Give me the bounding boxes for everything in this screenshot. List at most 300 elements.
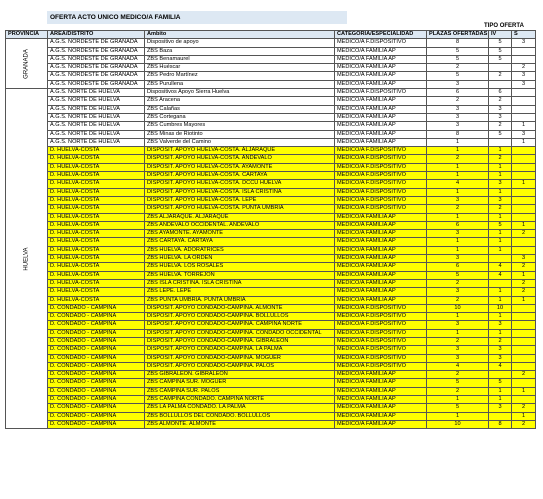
cell-iv: 2 <box>489 72 512 80</box>
cell-plazas: 2 <box>427 337 489 345</box>
cell-iv: 4 <box>489 271 512 279</box>
cell-plazas: 5 <box>427 379 489 387</box>
cell-s: 3 <box>512 130 536 138</box>
cell-area-distrito: D. CONDADO - CAMPIÑA <box>48 304 145 312</box>
cell-plazas: 3 <box>427 321 489 329</box>
cell-plazas: 3 <box>427 196 489 204</box>
cell-s <box>512 396 536 404</box>
cell-iv: 4 <box>489 362 512 370</box>
cell-plazas: 3 <box>427 113 489 121</box>
cell-area-distrito: D. HUELVA-COSTA <box>48 163 145 171</box>
cell-area-distrito: A.G.S. NORTE DE HUELVA <box>48 105 145 113</box>
cell-area-distrito: D. CONDADO - CAMPIÑA <box>48 346 145 354</box>
cell-s: 2 <box>512 263 536 271</box>
cell-iv <box>489 371 512 379</box>
cell-ambito: DISPOSIT. APOYO HUELVA-COSTA. DCCU HUELVA <box>145 180 335 188</box>
cell-plazas: 2 <box>427 64 489 72</box>
cell-ambito: DISPOSIT. APOYO HUELVA-COSTA. PUNTA UMBRIA <box>145 205 335 213</box>
header-ambito: Ambito <box>145 31 335 39</box>
table-row <box>6 64 536 72</box>
province-cell <box>6 39 48 89</box>
cell-s: 2 <box>512 420 536 428</box>
cell-iv: 2 <box>489 205 512 213</box>
province-label: GRANADA <box>22 48 29 79</box>
cell-categoria: MÉDICO/A F.DISPOSITIVO <box>335 196 427 204</box>
cell-s: 3 <box>512 80 536 88</box>
table-row <box>6 412 536 420</box>
cell-plazas: 2 <box>427 296 489 304</box>
cell-area-distrito: A.G.S. NORTE DE HUELVA <box>48 130 145 138</box>
cell-ambito: ZBS CARTAYA. CARTAYA <box>145 238 335 246</box>
table-row <box>6 304 536 312</box>
cell-plazas: 1 <box>427 138 489 146</box>
cell-categoria: MÉDICO/A FAMILIA AP <box>335 80 427 88</box>
table-row <box>6 163 536 171</box>
header-s: S <box>512 31 536 39</box>
cell-s: 2 <box>512 371 536 379</box>
cell-plazas: 4 <box>427 362 489 370</box>
cell-iv: 1 <box>489 230 512 238</box>
cell-categoria: MÉDICO/A FAMILIA AP <box>335 130 427 138</box>
cell-ambito: ZBS Baza <box>145 47 335 55</box>
cell-s: 2 <box>512 288 536 296</box>
table-row <box>6 213 536 221</box>
table-row <box>6 396 536 404</box>
cell-area-distrito: D. CONDADO - CAMPIÑA <box>48 337 145 345</box>
cell-area-distrito: D. HUELVA-COSTA <box>48 147 145 155</box>
cell-iv: 1 <box>489 238 512 246</box>
cell-iv: 3 <box>489 105 512 113</box>
cell-iv: 6 <box>489 89 512 97</box>
cell-ambito: ZBS Cortegana <box>145 113 335 121</box>
cell-ambito: ZBS Valverde del Camino <box>145 138 335 146</box>
cell-s: 1 <box>512 221 536 229</box>
cell-categoria: MÉDICO/A FAMILIA AP <box>335 420 427 428</box>
cell-ambito: ZBS Calañas <box>145 105 335 113</box>
cell-ambito: DISPOSIT. APOYO HUELVA-COSTA. ISLA CRISTINA <box>145 188 335 196</box>
cell-area-distrito: D. HUELVA-COSTA <box>48 172 145 180</box>
cell-iv: 3 <box>489 354 512 362</box>
cell-area-distrito: D. HUELVA-COSTA <box>48 155 145 163</box>
cell-s <box>512 337 536 345</box>
cell-categoria: MÉDICO/A F.DISPOSITIVO <box>335 147 427 155</box>
cell-area-distrito: D. HUELVA-COSTA <box>48 238 145 246</box>
cell-s <box>512 89 536 97</box>
header-provincia: PROVINCIA <box>6 31 48 39</box>
tipo-oferta-label: TIPO OFERTA <box>484 23 524 29</box>
cell-area-distrito: A.G.S. NORTE DE HUELVA <box>48 113 145 121</box>
cell-categoria: MÉDICO/A F.DISPOSITIVO <box>335 304 427 312</box>
header-iv: IV <box>489 31 512 39</box>
cell-iv: 1 <box>489 188 512 196</box>
cell-plazas: 5 <box>427 47 489 55</box>
cell-categoria: MÉDICO/A FAMILIA AP <box>335 55 427 63</box>
cell-ambito: DISPOSIT. APOYO HUELVA-COSTA. AYAMONTE <box>145 163 335 171</box>
cell-iv: 1 <box>489 172 512 180</box>
cell-area-distrito: D. CONDADO - CAMPIÑA <box>48 420 145 428</box>
cell-s: 1 <box>512 138 536 146</box>
table-row <box>6 346 536 354</box>
cell-iv: 2 <box>489 337 512 345</box>
cell-area-distrito: D. HUELVA-COSTA <box>48 205 145 213</box>
table-row <box>6 155 536 163</box>
cell-ambito: ZBS HUELVA. ADORATRICES <box>145 246 335 254</box>
cell-plazas: 1 <box>427 147 489 155</box>
cell-iv: 8 <box>489 420 512 428</box>
cell-s <box>512 47 536 55</box>
table-row <box>6 188 536 196</box>
cell-s <box>512 172 536 180</box>
cell-plazas: 3 <box>427 288 489 296</box>
cell-plazas: 4 <box>427 180 489 188</box>
cell-s <box>512 163 536 171</box>
table-row <box>6 122 536 130</box>
cell-categoria: MÉDICO/A FAMILIA AP <box>335 296 427 304</box>
cell-area-distrito: A.G.S. NORTE DE HUELVA <box>48 97 145 105</box>
cell-ambito: Dispositivo de apoyo <box>145 39 335 47</box>
table-row <box>6 196 536 204</box>
table-row <box>6 80 536 88</box>
cell-area-distrito: D. HUELVA-COSTA <box>48 221 145 229</box>
cell-s <box>512 321 536 329</box>
cell-ambito: DISPOSIT. APOYO HUELVA-COSTA. LEPE <box>145 196 335 204</box>
oferta-table <box>5 30 536 429</box>
cell-plazas: 2 <box>427 97 489 105</box>
cell-plazas: 3 <box>427 80 489 88</box>
cell-plazas: 1 <box>427 313 489 321</box>
cell-plazas: 6 <box>427 263 489 271</box>
cell-plazas: 1 <box>427 163 489 171</box>
cell-s <box>512 379 536 387</box>
cell-plazas: 6 <box>427 89 489 97</box>
cell-categoria: MÉDICO/A FAMILIA AP <box>335 230 427 238</box>
cell-plazas: 3 <box>427 230 489 238</box>
cell-plazas: 1 <box>427 412 489 420</box>
cell-categoria: MÉDICO/A F.DISPOSITIVO <box>335 205 427 213</box>
cell-ambito: ZBS AYAMONTE. AYAMONTE <box>145 230 335 238</box>
cell-ambito: ZBS Huéscar <box>145 64 335 72</box>
cell-ambito: ZBS CAMPIÑA SUR. MOGUER <box>145 379 335 387</box>
table-row <box>6 172 536 180</box>
cell-plazas: 3 <box>427 346 489 354</box>
table-row <box>6 313 536 321</box>
cell-iv: 2 <box>489 97 512 105</box>
cell-ambito: ZBS CAMPIÑA CONDADO. CAMPIÑA NORTE <box>145 396 335 404</box>
cell-s: 3 <box>512 255 536 263</box>
table-row <box>6 404 536 412</box>
table-row <box>6 97 536 105</box>
cell-plazas: 8 <box>427 39 489 47</box>
cell-ambito: DISPOSIT. APOYO HUELVA-COSTA. ALJARAQUE <box>145 147 335 155</box>
cell-area-distrito: A.G.S. NORDESTE DE GRANADA <box>48 55 145 63</box>
table-row <box>6 321 536 329</box>
cell-iv: 3 <box>489 321 512 329</box>
cell-area-distrito: D. HUELVA-COSTA <box>48 230 145 238</box>
cell-plazas: 3 <box>427 105 489 113</box>
cell-ambito: DISPOSIT. APOYO CONDADO-CAMPIÑA. ALMONTE <box>145 304 335 312</box>
cell-s <box>512 246 536 254</box>
cell-area-distrito: D. HUELVA-COSTA <box>48 213 145 221</box>
cell-area-distrito: D. HUELVA-COSTA <box>48 296 145 304</box>
cell-area-distrito: D. HUELVA-COSTA <box>48 180 145 188</box>
cell-s: 1 <box>512 412 536 420</box>
table-row <box>6 113 536 121</box>
cell-iv: 3 <box>489 113 512 121</box>
cell-iv: 1 <box>489 246 512 254</box>
table-row <box>6 371 536 379</box>
table-row <box>6 379 536 387</box>
cell-s: 1 <box>512 296 536 304</box>
cell-area-distrito: A.G.S. NORDESTE DE GRANADA <box>48 80 145 88</box>
cell-area-distrito: D. HUELVA-COSTA <box>48 271 145 279</box>
cell-s <box>512 238 536 246</box>
cell-categoria: MÉDICO/A F.DISPOSITIVO <box>335 337 427 345</box>
cell-s: 2 <box>512 404 536 412</box>
cell-s <box>512 329 536 337</box>
cell-s <box>512 205 536 213</box>
cell-categoria: MÉDICO/A FAMILIA AP <box>335 97 427 105</box>
cell-iv: 5 <box>489 47 512 55</box>
table-row <box>6 288 536 296</box>
cell-s <box>512 354 536 362</box>
cell-categoria: MÉDICO/A FAMILIA AP <box>335 255 427 263</box>
cell-plazas: 6 <box>427 221 489 229</box>
table-row <box>6 238 536 246</box>
cell-ambito: ZBS Cumbres Mayores <box>145 122 335 130</box>
cell-s: 1 <box>512 122 536 130</box>
cell-categoria: MÉDICO/A F.DISPOSITIVO <box>335 163 427 171</box>
cell-area-distrito: A.G.S. NORDESTE DE GRANADA <box>48 39 145 47</box>
cell-plazas: 5 <box>427 55 489 63</box>
table-row <box>6 329 536 337</box>
cell-ambito: ZBS GIBRALEON. GIBRALEON <box>145 371 335 379</box>
cell-area-distrito: D. HUELVA-COSTA <box>48 255 145 263</box>
cell-iv: 5 <box>489 55 512 63</box>
cell-iv: 1 <box>489 163 512 171</box>
table-row <box>6 230 536 238</box>
table-row <box>6 39 536 47</box>
cell-categoria: MÉDICO/A FAMILIA AP <box>335 379 427 387</box>
cell-categoria: MÉDICO/A F.DISPOSITIVO <box>335 354 427 362</box>
cell-area-distrito: D. HUELVA-COSTA <box>48 188 145 196</box>
cell-area-distrito: D. HUELVA-COSTA <box>48 288 145 296</box>
cell-ambito: DISPOSIT. APOYO CONDADO-CAMPIÑA. CAMPIÑA NORTE <box>145 321 335 329</box>
table-body <box>6 39 536 429</box>
table-row <box>6 180 536 188</box>
cell-plazas: 5 <box>427 72 489 80</box>
cell-ambito: DISPOSIT. APOYO CONDADO-CAMPIÑA. BOLLULLOS <box>145 313 335 321</box>
cell-categoria: MÉDICO/A FAMILIA AP <box>335 113 427 121</box>
cell-categoria: MÉDICO/A FAMILIA AP <box>335 288 427 296</box>
table-row <box>6 147 536 155</box>
cell-categoria: MÉDICO/A FAMILIA AP <box>335 221 427 229</box>
table-row <box>6 221 536 229</box>
cell-iv: 4 <box>489 263 512 271</box>
cell-area-distrito: A.G.S. NORTE DE HUELVA <box>48 89 145 97</box>
cell-iv <box>489 412 512 420</box>
cell-iv <box>489 255 512 263</box>
cell-s <box>512 105 536 113</box>
cell-categoria: MÉDICO/A FAMILIA AP <box>335 138 427 146</box>
cell-categoria: MÉDICO/A FAMILIA AP <box>335 105 427 113</box>
cell-categoria: MÉDICO/A FAMILIA AP <box>335 271 427 279</box>
cell-iv: 1 <box>489 396 512 404</box>
cell-categoria: MÉDICO/A F.DISPOSITIVO <box>335 39 427 47</box>
cell-plazas: 8 <box>427 130 489 138</box>
cell-area-distrito: A.G.S. NORDESTE DE GRANADA <box>48 72 145 80</box>
cell-area-distrito: D. HUELVA-COSTA <box>48 246 145 254</box>
cell-categoria: MÉDICO/A F.DISPOSITIVO <box>335 313 427 321</box>
cell-s: 1 <box>512 387 536 395</box>
cell-iv: 5 <box>489 39 512 47</box>
cell-categoria: MÉDICO/A F.DISPOSITIVO <box>335 346 427 354</box>
cell-iv: 1 <box>489 387 512 395</box>
header-area-distrito: ÁREA/DISTRITO <box>48 31 145 39</box>
cell-plazas: 10 <box>427 420 489 428</box>
cell-ambito: Dispositivos Apoyo Sierra Huelva <box>145 89 335 97</box>
cell-ambito: ZBS BOLLULLOS DEL CONDADO. BOLLULLOS <box>145 412 335 420</box>
cell-ambito: DISPOSIT. APOYO HUELVA-COSTA. ANDEVALO <box>145 155 335 163</box>
cell-iv <box>489 80 512 88</box>
cell-s <box>512 362 536 370</box>
cell-ambito: DISPOSIT. APOYO HUELVA-COSTA. CARTAYA <box>145 172 335 180</box>
cell-ambito: DISPOSIT. APOYO CONDADO-CAMPIÑA. CONDADO OCCIDENTAL <box>145 329 335 337</box>
table-row <box>6 205 536 213</box>
cell-categoria: MÉDICO/A F.DISPOSITIVO <box>335 362 427 370</box>
table-row <box>6 130 536 138</box>
cell-ambito: DISPOSIT. APOYO CONDADO-CAMPIÑA. PALOS <box>145 362 335 370</box>
cell-plazas: 2 <box>427 279 489 287</box>
cell-plazas: 2 <box>427 371 489 379</box>
cell-categoria: MÉDICO/A FAMILIA AP <box>335 64 427 72</box>
cell-iv: 5 <box>489 221 512 229</box>
cell-s: 1 <box>512 271 536 279</box>
table-row <box>6 89 536 97</box>
cell-s: 1 <box>512 180 536 188</box>
cell-categoria: MÉDICO/A FAMILIA AP <box>335 246 427 254</box>
cell-categoria: MÉDICO/A F.DISPOSITIVO <box>335 329 427 337</box>
cell-s <box>512 97 536 105</box>
cell-s: 2 <box>512 230 536 238</box>
table-row <box>6 362 536 370</box>
cell-s <box>512 196 536 204</box>
cell-area-distrito: D. CONDADO - CAMPIÑA <box>48 387 145 395</box>
table-header-row <box>6 31 536 39</box>
cell-s <box>512 155 536 163</box>
cell-s: 3 <box>512 39 536 47</box>
cell-iv: 5 <box>489 379 512 387</box>
table-row <box>6 138 536 146</box>
cell-plazas: 3 <box>427 354 489 362</box>
cell-area-distrito: D. CONDADO - CAMPIÑA <box>48 412 145 420</box>
table-row <box>6 420 536 428</box>
cell-plazas: 1 <box>427 396 489 404</box>
cell-s: 3 <box>512 72 536 80</box>
header-plazas: PLAZAS OFERTADAS <box>427 31 489 39</box>
cell-area-distrito: A.G.S. NORDESTE DE GRANADA <box>48 47 145 55</box>
cell-ambito: ZBS HUELVA. LA ORDEN <box>145 255 335 263</box>
cell-ambito: ZBS LEPE. LEPE <box>145 288 335 296</box>
cell-categoria: MÉDICO/A FAMILIA AP <box>335 47 427 55</box>
cell-categoria: MÉDICO/A F.DISPOSITIVO <box>335 155 427 163</box>
cell-iv <box>489 64 512 72</box>
cell-s <box>512 313 536 321</box>
cell-iv: 3 <box>489 404 512 412</box>
table-row <box>6 255 536 263</box>
header-categoria: CATEGORIA/ESPECIALIDAD <box>335 31 427 39</box>
table-row <box>6 271 536 279</box>
table-row <box>6 47 536 55</box>
cell-categoria: MÉDICO/A F.DISPOSITIVO <box>335 89 427 97</box>
cell-ambito: ZBS PUNTA UMBRIA. PUNTA UMBRIA <box>145 296 335 304</box>
cell-ambito: ZBS Minas de Riotinto <box>145 130 335 138</box>
cell-plazas: 2 <box>427 205 489 213</box>
cell-plazas: 1 <box>427 213 489 221</box>
cell-area-distrito: D. CONDADO - CAMPIÑA <box>48 379 145 387</box>
cell-iv: 3 <box>489 196 512 204</box>
table-row <box>6 337 536 345</box>
cell-ambito: ZBS Aracena <box>145 97 335 105</box>
cell-ambito: ZBS ISLA CRISTINA. ISLA CRISTINA <box>145 279 335 287</box>
document-title: OFERTA ACTO UNICO MEDICO/A FAMILIA <box>47 11 347 24</box>
cell-area-distrito: D. HUELVA-COSTA <box>48 279 145 287</box>
cell-categoria: MÉDICO/A FAMILIA AP <box>335 404 427 412</box>
cell-ambito: ZBS ANDEVALO OCCIDENTAL. ANDEVALO <box>145 221 335 229</box>
cell-categoria: MÉDICO/A FAMILIA AP <box>335 72 427 80</box>
cell-categoria: MÉDICO/A F.DISPOSITIVO <box>335 321 427 329</box>
cell-iv: 3 <box>489 346 512 354</box>
table-row <box>6 55 536 63</box>
cell-iv: 1 <box>489 147 512 155</box>
cell-s <box>512 113 536 121</box>
cell-plazas: 2 <box>427 155 489 163</box>
cell-ambito: ZBS CAMPIÑA SUR. PALOS <box>145 387 335 395</box>
province-cell <box>6 89 48 429</box>
cell-area-distrito: D. HUELVA-COSTA <box>48 263 145 271</box>
cell-plazas: 1 <box>427 329 489 337</box>
cell-ambito: ZBS Purullena <box>145 80 335 88</box>
cell-categoria: MÉDICO/A FAMILIA AP <box>335 213 427 221</box>
cell-ambito: ZBS HUELVA. TORREJON <box>145 271 335 279</box>
cell-s <box>512 55 536 63</box>
table-row <box>6 387 536 395</box>
cell-categoria: MÉDICO/A FAMILIA AP <box>335 279 427 287</box>
province-label: HUELVA <box>22 247 29 271</box>
cell-s <box>512 147 536 155</box>
cell-ambito: ZBS ALMONTE. ALMONTE <box>145 420 335 428</box>
cell-s <box>512 213 536 221</box>
table-row <box>6 279 536 287</box>
cell-ambito: ZBS HUELVA. LOS ROSALES <box>145 263 335 271</box>
cell-s: 2 <box>512 279 536 287</box>
cell-iv: 2 <box>489 155 512 163</box>
cell-s: 2 <box>512 64 536 72</box>
cell-categoria: MÉDICO/A FAMILIA AP <box>335 412 427 420</box>
cell-iv: 1 <box>489 313 512 321</box>
cell-area-distrito: A.G.S. NORDESTE DE GRANADA <box>48 64 145 72</box>
cell-categoria: MÉDICO/A F.DISPOSITIVO <box>335 172 427 180</box>
cell-area-distrito: D. CONDADO - CAMPIÑA <box>48 396 145 404</box>
cell-area-distrito: D. CONDADO - CAMPIÑA <box>48 354 145 362</box>
table-row <box>6 72 536 80</box>
cell-iv: 1 <box>489 213 512 221</box>
cell-ambito: ZBS LA PALMA CONDADO. LA PALMA <box>145 404 335 412</box>
cell-iv: 3 <box>489 180 512 188</box>
cell-categoria: MÉDICO/A FAMILIA AP <box>335 396 427 404</box>
cell-iv: 2 <box>489 122 512 130</box>
cell-s <box>512 188 536 196</box>
cell-plazas: 1 <box>427 246 489 254</box>
